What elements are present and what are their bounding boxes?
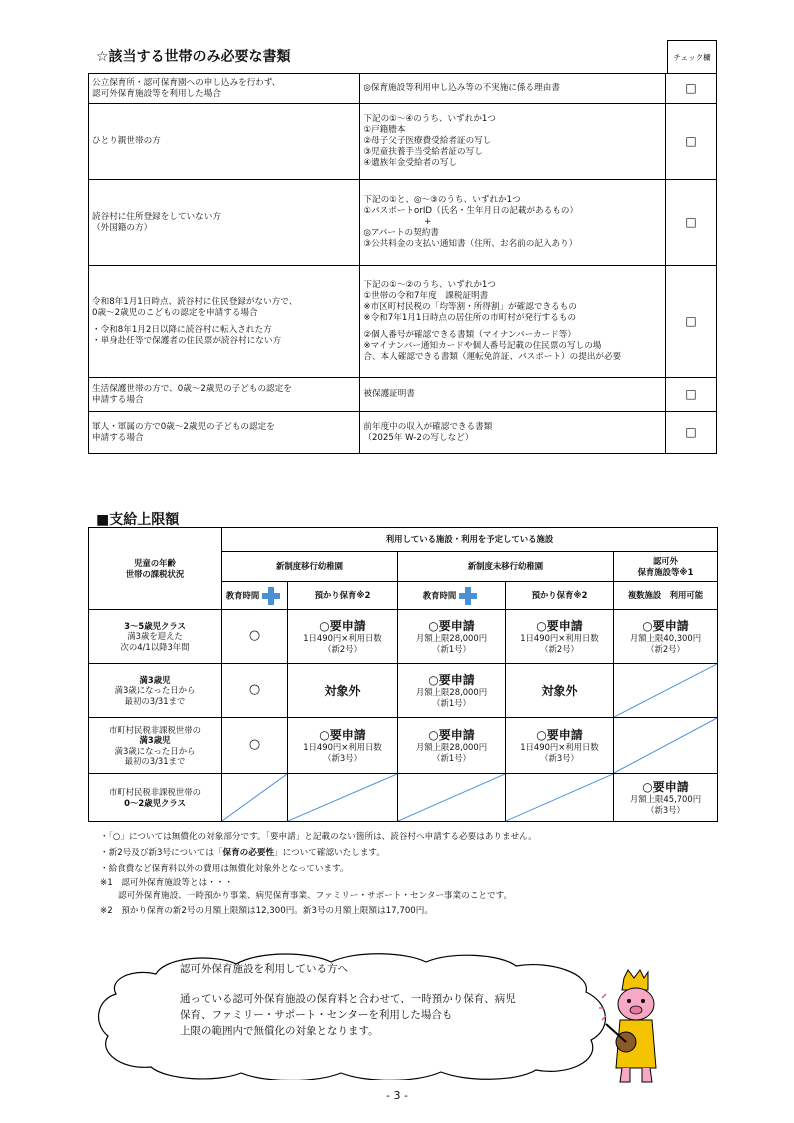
doc-row (89, 378, 717, 412)
cell-detail: 1日490円×利用日数 (303, 742, 382, 752)
doc-line: ④遺族年金受給者の写し (363, 158, 458, 168)
row-label-line: 満3歳児 (139, 674, 171, 685)
cell-detail: 月額上限45,700円 (629, 794, 702, 804)
row-label-line: 満3歳になった日から (114, 745, 196, 756)
checkbox[interactable]: □ (666, 180, 717, 266)
cloud-line-2: 保育、ファミリー・サポート・センターを利用した場合も (180, 1009, 453, 1021)
required-docs-title: ☆該当する世帯のみ必要な書類 (96, 49, 291, 65)
not-applicable-cell (614, 664, 718, 718)
doc-required (360, 266, 666, 378)
cell-status: ○要申請 (642, 619, 689, 633)
subsidy-cell (288, 664, 398, 718)
subsidy-cell (398, 610, 506, 664)
cell-status: 対象外 (324, 683, 361, 698)
child-age-header: 児童の年齢 世帯の課税状況 (89, 528, 222, 610)
education-time-header-2: 教育時間 (398, 582, 506, 610)
condition-line: 読谷村に住所登録をしていない方 (92, 211, 221, 222)
checkbox[interactable]: □ (666, 412, 717, 454)
checkbox[interactable]: □ (666, 104, 717, 180)
doc-line: ※マイナンバー通知カードや個人番号記載の住民票の写しの場 (363, 341, 602, 351)
doc-line: ※市区町村民税の「均等割・所得割」が確認できるもの (363, 302, 577, 312)
doc-line: + (424, 217, 432, 227)
not-applicable-cell (506, 774, 614, 822)
cloud-line-1: 通っている認可外保育施設の保育料と合わせて、一時預かり保育、病児 (180, 993, 516, 1005)
cell-detail: （新1号） (432, 752, 471, 763)
cell-status: ○要申請 (642, 780, 689, 794)
subsidy-cell (288, 718, 398, 774)
using-facility-header: 利用している施設・利用を予定している施設 (222, 528, 718, 552)
checkbox[interactable]: □ (666, 266, 717, 378)
page-number: - 3 - (386, 1089, 408, 1102)
mascot-icon (596, 968, 670, 1086)
doc-row (89, 104, 717, 180)
cell-status: ○要申請 (428, 619, 475, 633)
row-label-line: 満3歳児 (139, 735, 171, 745)
note-5: 認可外保育施設、一時預かり事業、病児保育事業、ファミリー・サポート・センター事業のことです。 (118, 891, 513, 901)
cell-detail: 1日490円×利用日数 (303, 633, 382, 643)
cell-detail: 月額上限40,300円 (629, 633, 702, 643)
condition-line: 申請する場合 (92, 394, 144, 405)
cell-detail: （新1号） (432, 697, 471, 708)
cell-status: ○要申請 (319, 619, 366, 633)
notes (100, 829, 537, 919)
condition-line: ・令和8年1月2日以降に読谷村に転入された方 (92, 324, 272, 335)
note-3: ・給食費など保育料以外の費用は無償化対象外となっています。 (100, 864, 349, 874)
row-label (89, 718, 222, 774)
row-label-line: 市町村民税非課税世帯の (108, 724, 202, 735)
cell-detail: 月額上限28,000円 (415, 687, 488, 697)
cloud-text (180, 961, 516, 1039)
subsidy-cell (288, 610, 398, 664)
extended-care-header-1: 預かり保育※2 (288, 582, 398, 610)
non-new-system-kindergarten-header: 新制度未移行幼稚園 (398, 552, 614, 582)
checkbox[interactable]: □ (666, 74, 717, 104)
cell-detail: （新2号） (323, 643, 362, 654)
plus-icon (459, 587, 477, 605)
doc-row (89, 180, 717, 266)
note-4: ※1 認可外保育施設等とは・・・ (100, 878, 233, 888)
subsidy-cell (506, 718, 614, 774)
limit-row (89, 774, 718, 822)
subsidy-cell (614, 774, 718, 822)
condition-line: 軍人・軍属の方で0歳～2歳児の子どもの認定を (92, 421, 275, 432)
doc-line: ③児童扶養手当受給者証の写し (363, 147, 483, 157)
condition-line: 0歳～2歳児のこどもの認定を申請する場合 (92, 307, 258, 318)
cell-status: ○要申請 (536, 619, 583, 633)
unlicensed-facility-header: 認可外 保育施設等※1 (614, 552, 718, 582)
subsidy-limit-table (88, 527, 718, 822)
note-2: ・新2号及び新3号については「保育の必要性」について確認いたします。 (100, 848, 385, 858)
doc-line: 前年度中の収入が確認できる書類 (363, 421, 493, 432)
doc-line: ③公共料金の支払い通知書（住所、お名前の記入あり） (363, 239, 578, 249)
condition-line: 生活保護世帯の方で、0歳～2歳児の子どもの認定を (92, 383, 292, 394)
cell-status: ○要申請 (428, 728, 475, 742)
cell-detail: （新3号） (323, 752, 362, 763)
check-column-header: チェック欄 (667, 40, 717, 73)
doc-line: ①世帯の令和7年度 課税証明書 (363, 291, 489, 301)
subsidy-cell (398, 664, 506, 718)
row-label-line: 満3歳を迎えた (127, 631, 183, 642)
not-applicable-cell (614, 718, 718, 774)
subsidy-limit-title: ■支給上限額 (96, 512, 180, 528)
extended-care-header-2: 預かり保育※2 (506, 582, 614, 610)
not-applicable-cell (222, 774, 288, 822)
doc-line: ※令和7年1月1日時点の居住所の市町村が発行するもの (363, 313, 577, 323)
cell-detail: 1日490円×利用日数 (520, 742, 599, 752)
cell-detail: （新2号） (540, 643, 579, 654)
row-label-line: 0～2歳児クラス (124, 797, 186, 808)
cloud-line-3: 上限の範囲内で無償化の対象となります。 (180, 1025, 379, 1037)
cell-status: 対象外 (541, 683, 578, 698)
multiple-facility-header: 複数施設 利用可能 (614, 582, 718, 610)
not-applicable-cell (288, 774, 398, 822)
cloud-title: 認可外保育施設を利用している方へ (180, 963, 348, 975)
condition-line: 認可外保育施設等を利用した場合 (92, 88, 221, 99)
doc-required (360, 378, 666, 412)
condition-line: 公立保育所・認可保育園への申し込みを行わず、 (92, 77, 281, 88)
free-mark: ○ (222, 718, 288, 774)
doc-required (360, 74, 666, 104)
condition-line: ・単身赴任等で保護者の住民票が読谷村にない方 (92, 335, 282, 346)
cell-detail: （新1号） (432, 643, 471, 654)
cell-detail: 月額上限28,000円 (415, 633, 488, 643)
doc-line: ②母子父子医療費受給者証の写し (363, 136, 492, 146)
row-label-line: 次の4/1以降3年間 (120, 641, 190, 652)
doc-line: ◎保育施設等利用申し込み等の不実施に係る理由書 (363, 83, 560, 93)
cell-status: ○要申請 (319, 728, 366, 742)
limit-row (89, 664, 718, 718)
doc-line: （2025年 W-2の写しなど） (363, 432, 474, 443)
condition-line: 令和8年1月1日時点、読谷村に住民登録がない方で、 (92, 296, 298, 307)
doc-line: 下記の①と、◎～③のうち、いずれか1つ (363, 195, 521, 205)
free-mark: ○ (222, 664, 288, 718)
condition-line: （外国籍の方） (92, 222, 153, 233)
doc-condition (89, 104, 360, 180)
not-applicable-cell (398, 774, 506, 822)
cell-detail: （新3号） (646, 804, 685, 815)
doc-required (360, 104, 666, 180)
condition-line: 申請する場合 (92, 432, 144, 443)
doc-line: ①パスポートorID（氏名・生年月日の記載があるもの） (363, 206, 579, 216)
row-label-line: 最初の3/31まで (124, 695, 186, 706)
cell-detail: 1日490円×利用日数 (520, 633, 599, 643)
doc-line: 下記の①～④のうち、いずれか1つ (363, 114, 496, 124)
doc-required (360, 412, 666, 454)
cell-detail: （新3号） (540, 752, 579, 763)
doc-row (89, 412, 717, 454)
cell-detail: （新2号） (646, 643, 685, 654)
doc-condition (89, 266, 360, 378)
row-label-line: 3～5歳児クラス (124, 620, 186, 631)
doc-row (89, 266, 717, 378)
cell-detail: 月額上限28,000円 (415, 742, 488, 752)
condition-line: ひとり親世帯の方 (92, 136, 161, 146)
doc-line: ②個人番号が確認できる書類（マイナンバーカード等） (363, 330, 576, 340)
new-system-kindergarten-header: 新制度移行幼稚園 (222, 552, 398, 582)
note-1: ・「○」については無償化の対象部分です。「要申請」と記載のない箇所は、読谷村へ申請する必要はありません。 (100, 832, 537, 842)
row-label-line: 市町村民税非課税世帯の (108, 787, 202, 797)
row-label-line: 最初の3/31まで (124, 756, 186, 766)
doc-line: 合、本人確認できる書類（運転免許証、パスポート）の提出が必要 (363, 352, 622, 362)
row-label (89, 664, 222, 718)
plus-icon (262, 587, 280, 605)
doc-condition (89, 180, 360, 266)
checkbox[interactable]: □ (666, 378, 717, 412)
row-label (89, 610, 222, 664)
doc-line: ◎アパートの契約書 (363, 228, 439, 238)
subsidy-cell (398, 718, 506, 774)
doc-row (89, 74, 717, 104)
row-label-line: 満3歳になった日から (114, 685, 196, 696)
limit-row (89, 610, 718, 664)
subsidy-cell (506, 610, 614, 664)
doc-condition (89, 412, 360, 454)
doc-condition (89, 378, 360, 412)
note-6: ※2 預かり保育の新2号の月額上限額は12,300円。新3号の月額上限額は17,700円。 (100, 906, 433, 916)
doc-line: 下記の①～②のうち、いずれか1つ (363, 280, 496, 290)
education-time-header-1: 教育時間 (222, 582, 288, 610)
doc-line: ①戸籍謄本 (363, 125, 406, 135)
doc-required (360, 180, 666, 266)
doc-line: 被保護証明書 (363, 389, 415, 399)
cell-status: ○要申請 (536, 728, 583, 742)
required-docs-table (88, 73, 717, 454)
cell-status: ○要申請 (428, 673, 475, 687)
limit-row (89, 718, 718, 774)
doc-condition (89, 74, 360, 104)
row-label (89, 774, 222, 822)
free-mark: ○ (222, 610, 288, 664)
subsidy-cell (614, 610, 718, 664)
subsidy-cell (506, 664, 614, 718)
